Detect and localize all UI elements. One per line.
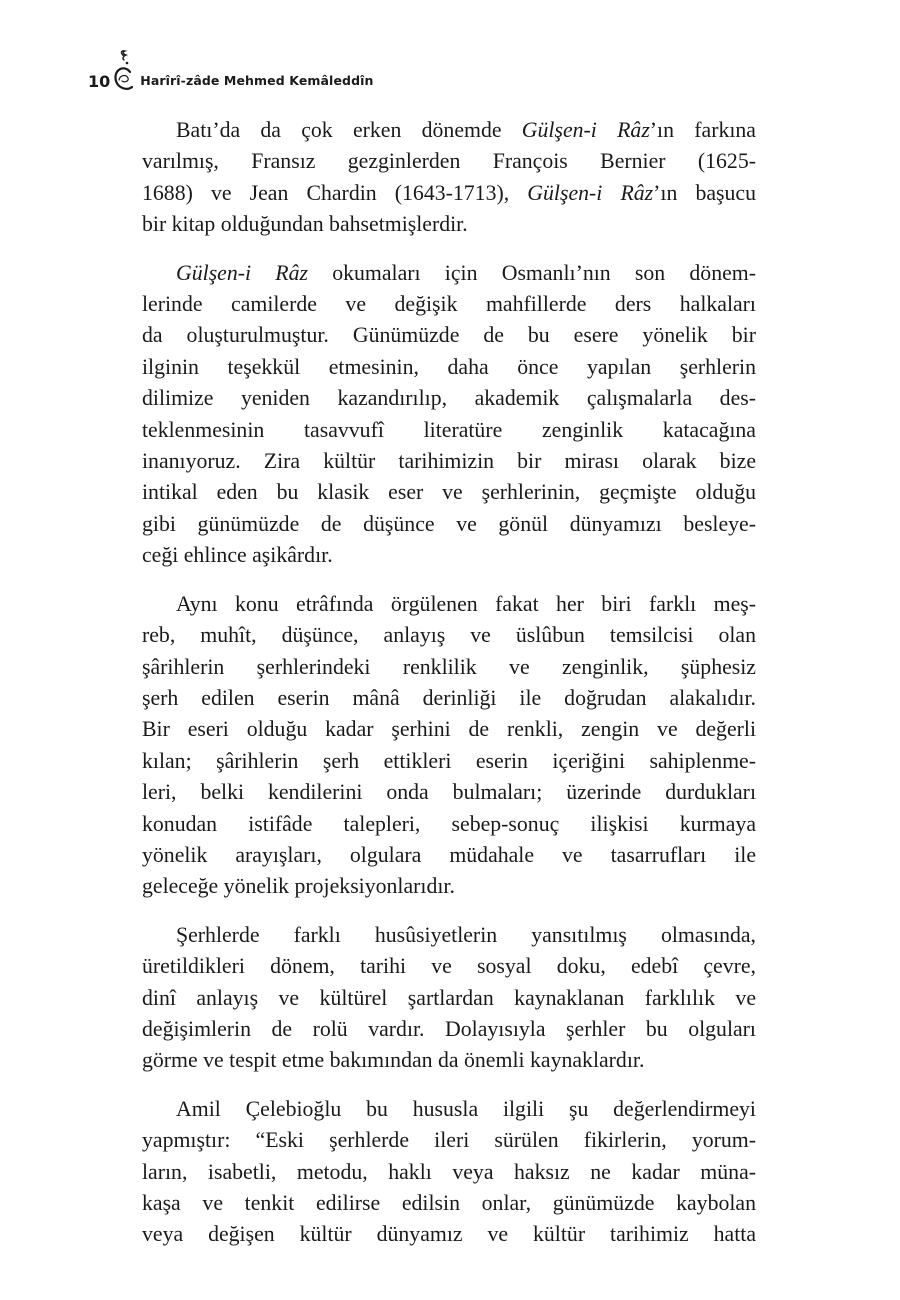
italic-title: Gülşen-i Râz — [521, 118, 650, 142]
page-number: 10 — [88, 72, 111, 91]
page-header — [88, 50, 374, 94]
text-line: 1688) ve Jean Chardin (1643-1713), Gülşen-i Râz’ın başucu — [142, 180, 756, 205]
paragraph — [142, 1094, 756, 1251]
text-line: kaşa ve tenkit edilirse edilsin onlar, günümüzde kaybolan — [142, 1191, 756, 1215]
text-line: da oluşturulmuştur. Günümüzde de bu esere yönelik bir — [142, 323, 756, 348]
calligraphic-ornament-icon — [110, 50, 138, 94]
text-line: varılmış, Fransız gezginlerden François Bernier (1625- — [142, 149, 756, 174]
text-line: yönelik arayışları, olgulara müdahale ve tasarrufları ile — [142, 842, 756, 867]
text-line: veya değişen kültür dünyamız ve kültür tarihimiz hatta — [142, 1222, 756, 1247]
text-line: dilimize yeniden kazandırılıp, akademik çalışmalarla des- — [142, 386, 756, 411]
text-line: ceği ehlince aşikârdır. — [142, 543, 333, 568]
running-title: Harîrî-zâde Mehmed Kemâleddîn — [140, 73, 374, 88]
body-text — [142, 115, 756, 1268]
text-line: şerh edilen eserin mânâ derinliği ile doğrudan alakalıdır. — [142, 685, 756, 710]
text-line: değişimlerin de rolü vardır. Dolayısıyla şerhler bu olguları — [142, 1016, 756, 1041]
text-line: kılan; şârihlerin şerh ettikleri eserin içeriğini sahiplenme- — [142, 748, 756, 773]
text-line: Amil Çelebioğlu bu hususla ilgili şu değerlendirmeyi — [176, 1096, 756, 1121]
text-line: görme ve tespit etme bakımından da önemli kaynaklardır. — [142, 1048, 645, 1073]
text-line: Bir eseri olduğu kadar şerhini de renkli, zengin ve değerli — [142, 717, 756, 742]
text-line: ilginin teşekkül etmesinin, daha önce yapılan şerhlerin — [142, 354, 756, 379]
italic-title: Gülşen-i Râz — [176, 260, 308, 285]
text-line: Aynı konu etrâfında örgülenen fakat her biri farklı meş- — [176, 591, 756, 616]
paragraph — [142, 589, 756, 903]
text-line: lerinde camilerde ve değişik mahfillerde ders halkaları — [142, 292, 756, 317]
text-line: üretildikleri dönem, tarihi ve sosyal doku, edebî çevre, — [142, 954, 756, 979]
text-line: dinî anlayış ve kültürel şartlardan kaynaklanan farklılık ve — [142, 985, 756, 1010]
text-line: inanıyoruz. Zira kültür tarihimizin bir mirası olarak bize — [142, 449, 756, 474]
text-line: şârihlerin şerhlerindeki renklilik ve zenginlik, şüphesiz — [142, 654, 756, 679]
text-line: bir kitap olduğundan bahsetmişlerdir. — [142, 212, 468, 237]
text-line: Şerhlerde farklı husûsiyetlerin yansıtılmış olmasında, — [176, 922, 756, 947]
text-line: teklenmesinin tasavvufî literatüre zenginlik katacağına — [142, 417, 756, 442]
paragraph — [142, 115, 756, 241]
italic-title: Gülşen-i Râz — [527, 180, 654, 205]
text-line: geleceğe yönelik projeksiyonlarıdır. — [142, 874, 455, 899]
paragraph — [142, 258, 756, 572]
text-line: ların, isabetli, metodu, haklı veya haksız ne kadar müna- — [142, 1159, 756, 1184]
text-line: konudan istifâde talepleri, sebep-sonuç ilişkisi kurmaya — [142, 811, 756, 836]
text-line: intikal eden bu klasik eser ve şerhlerinin, geçmişte olduğu — [142, 480, 756, 505]
text-line: Gülşen-i Râz okumaları için Osmanlı’nın son dönem- — [176, 260, 756, 285]
text-line: Batı’da da çok erken dönemde Gülşen-i Râz’ın farkına — [176, 118, 756, 142]
text-line: leri, belki kendilerini onda bulmaları; üzerinde durdukları — [142, 780, 756, 805]
text-line: gibi günümüzde de düşünce ve gönül dünyamızı besleye- — [142, 511, 756, 536]
paragraph — [142, 920, 756, 1077]
text-line: reb, muhît, düşünce, anlayış ve üslûbun temsilcisi olan — [142, 623, 756, 648]
text-line: yapmıştır: “Eski şerhlerde ileri sürülen fikirlerin, yorum- — [142, 1128, 756, 1153]
